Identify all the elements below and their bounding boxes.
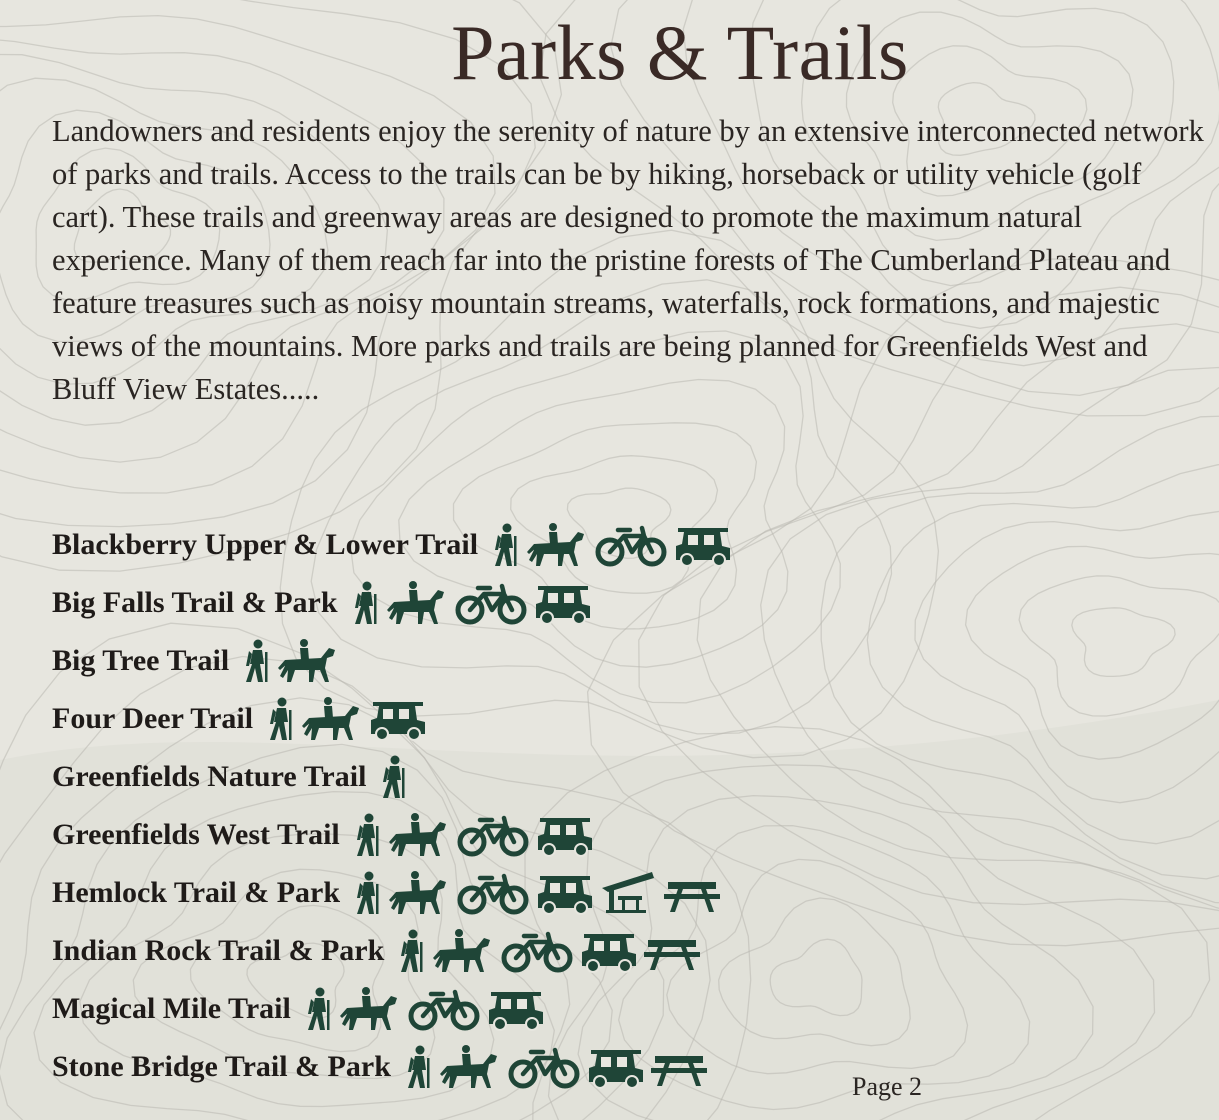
trail-activity-icons xyxy=(354,812,600,858)
bicycle-icon xyxy=(454,580,528,626)
trail-name: Magical Mile Trail xyxy=(52,992,291,1025)
golf-cart-icon xyxy=(587,1044,645,1090)
horse-rider-icon xyxy=(386,580,448,626)
horse-rider-icon xyxy=(388,812,450,858)
hiker-icon xyxy=(352,580,380,626)
trail-activity-icons xyxy=(243,638,345,684)
trail-activity-icons xyxy=(405,1044,713,1090)
trail-name: Big Falls Trail & Park xyxy=(52,586,338,619)
page-number: Page 2 xyxy=(852,1072,923,1101)
hiker-icon xyxy=(354,812,382,858)
trail-activity-icons xyxy=(267,696,433,742)
trail-activity-icons xyxy=(380,754,414,800)
trail-row xyxy=(52,806,1152,864)
horse-rider-icon xyxy=(339,986,401,1032)
page-title: Parks & Trails xyxy=(451,9,909,96)
hiker-icon xyxy=(354,870,382,916)
trail-row xyxy=(52,922,1152,980)
bicycle-icon xyxy=(500,928,574,974)
bicycle-icon xyxy=(456,812,530,858)
bicycle-icon xyxy=(407,986,481,1032)
golf-cart-icon xyxy=(369,696,427,742)
trail-name: Stone Bridge Trail & Park xyxy=(52,1050,391,1083)
picnic-table-icon xyxy=(651,1044,707,1090)
trail-row xyxy=(52,574,1152,632)
shelter-icon xyxy=(600,870,658,916)
golf-cart-icon xyxy=(536,870,594,916)
bicycle-icon xyxy=(507,1044,581,1090)
hiker-icon xyxy=(243,638,271,684)
golf-cart-icon xyxy=(536,812,594,858)
trail-activity-icons xyxy=(352,580,598,626)
trail-name: Blackberry Upper & Lower Trail xyxy=(52,528,479,561)
horse-rider-icon xyxy=(439,1044,501,1090)
horse-rider-icon xyxy=(388,870,450,916)
horse-rider-icon xyxy=(432,928,494,974)
hiker-icon xyxy=(267,696,295,742)
hiker-icon xyxy=(405,1044,433,1090)
golf-cart-icon xyxy=(487,986,545,1032)
picnic-table-icon xyxy=(644,928,700,974)
trail-activity-icons xyxy=(305,986,551,1032)
trail-activity-icons xyxy=(398,928,706,974)
hiker-icon xyxy=(380,754,408,800)
trail-row xyxy=(52,632,1152,690)
trail-list xyxy=(52,516,1152,1096)
bicycle-icon xyxy=(594,522,668,568)
horse-rider-icon xyxy=(301,696,363,742)
trail-name: Hemlock Trail & Park xyxy=(52,876,341,909)
trail-row xyxy=(52,748,1152,806)
golf-cart-icon xyxy=(534,580,592,626)
trail-name: Greenfields Nature Trail xyxy=(52,760,367,793)
trail-row xyxy=(52,864,1152,922)
horse-rider-icon xyxy=(277,638,339,684)
trail-activity-icons xyxy=(492,522,738,568)
hiker-icon xyxy=(305,986,333,1032)
hiker-icon xyxy=(398,928,426,974)
trail-name: Big Tree Trail xyxy=(52,644,230,677)
trail-name: Indian Rock Trail & Park xyxy=(52,934,385,967)
trail-row xyxy=(52,690,1152,748)
bicycle-icon xyxy=(456,870,530,916)
intro-paragraph: Landowners and residents enjoy the serenity of nature by an extensive interconnected network of parks and trails. Access to the trails can be by hiking, horseback or utility vehicle (golf cart). These trails and greenway areas are designed to promote the maximum natural experience. Many of them reach far into the pristine forests of The Cumberland Plateau and feature treasures such as noisy mountain streams, waterfalls, rock formations, and majestic views of the mountains. More parks and trails are being planned for Greenfields West and Bluff View Estates..... xyxy=(52,114,1204,406)
hiker-icon xyxy=(492,522,520,568)
golf-cart-icon xyxy=(674,522,732,568)
picnic-table-icon xyxy=(664,870,720,916)
horse-rider-icon xyxy=(526,522,588,568)
trail-name: Greenfields West Trail xyxy=(52,818,340,851)
trail-row xyxy=(52,980,1152,1038)
trail-activity-icons xyxy=(354,870,726,916)
trail-row xyxy=(52,1038,1152,1096)
trail-name: Four Deer Trail xyxy=(52,702,254,735)
golf-cart-icon xyxy=(580,928,638,974)
trail-row xyxy=(52,516,1152,574)
